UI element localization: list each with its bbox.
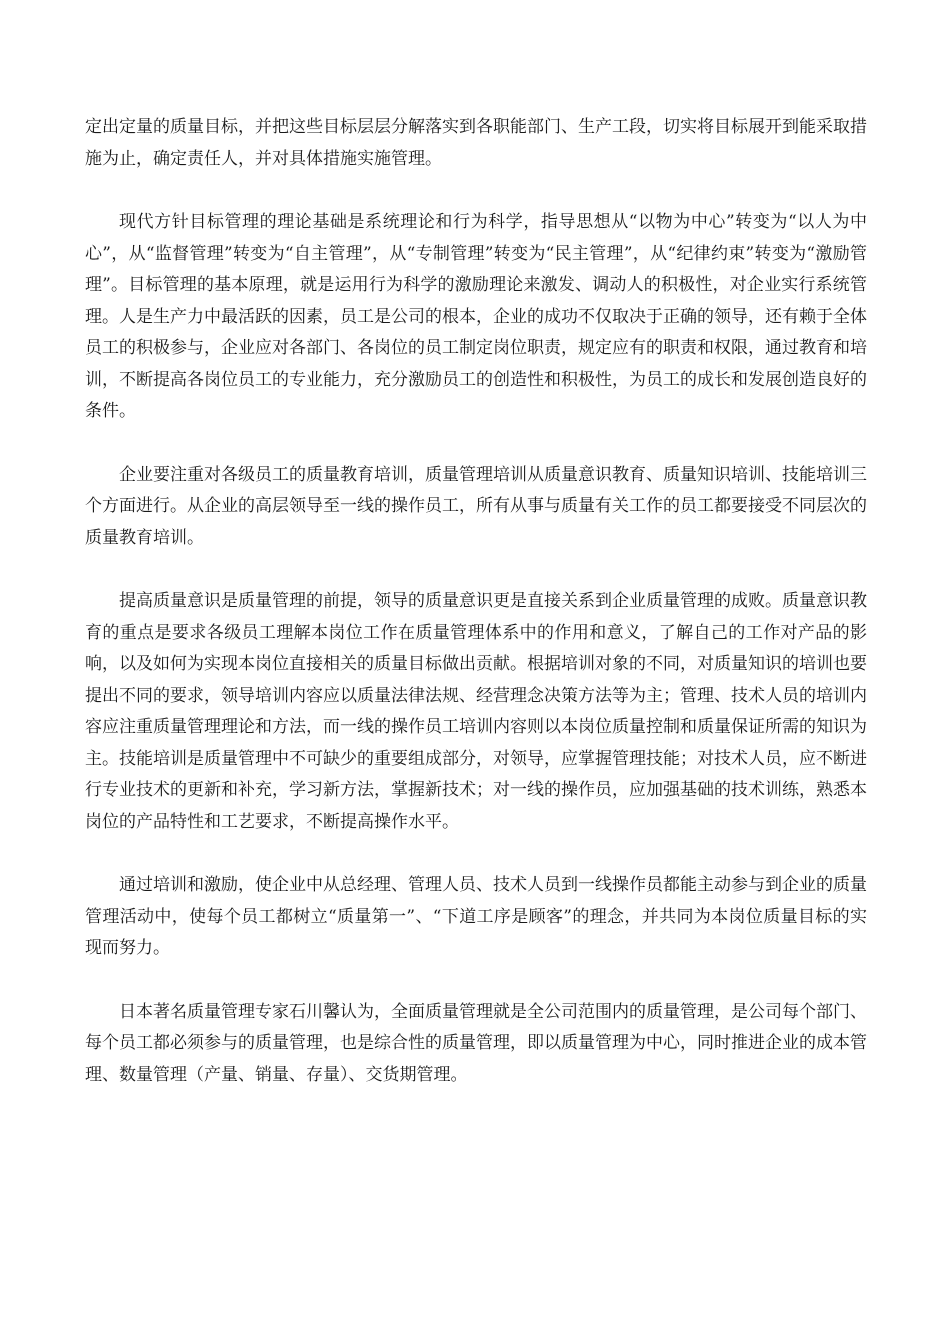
paragraph-6: 日本著名质量管理专家石川馨认为，全面质量管理就是全公司范围内的质量管理，是公司每个部门、每个员工都必须参与的质量管理，也是综合性的质量管理，即以质量管理为中心，同时推进企业的成本管理、数量管理（产量、销量、存量）、交货期管理。 — [85, 1001, 867, 1085]
paragraph-3: 企业要注重对各级员工的质量教育培训，质量管理培训从质量意识教育、质量知识培训、技能培训三个方面进行。从企业的高层领导至一线的操作员工，所有从事与质量有关工作的员工都要接受不同层次的质量教育培训。 — [85, 464, 867, 548]
paragraph-4: 提高质量意识是质量管理的前提，领导的质量意识更是直接关系到企业质量管理的成败。质量意识教育的重点是要求各级员工理解本岗位工作在质量管理体系中的作用和意义，了解自己的工作对产品的影响，以及如何为实现本岗位直接相关的质量目标做出贡献。根据培训对象的不同，对质量知识的培训也要提出不同的要求，领导培训内容应以质量法律法规、经营理念决策方法等为主；管理、技术人员的培训内容应注重质量管理理论和方法，而一线的操作员工培训内容则以本岗位质量控制和质量保证所需的知识为主。技能培训是质量管理中不可缺少的重要组成部分，对领导，应掌握管理技能；对技术人员，应不断进行专业技术的更新和补充，学习新方法，掌握新技术；对一线的操作员，应加强基础的技术训练，熟悉本岗位的产品特性和工艺要求，不断提高操作水平。 — [85, 591, 867, 832]
paragraph-1: 定出定量的质量目标，并把这些目标层层分解落实到各职能部门、生产工段，切实将目标展开到能采取措施为止，确定责任人，并对具体措施实施管理。 — [85, 117, 867, 169]
paragraph-5: 通过培训和激励，使企业中从总经理、管理人员、技术人员到一线操作员都能主动参与到企业的质量管理活动中，使每个员工都树立“质量第一”、“下道工序是顾客”的理念，并共同为本岗位质量目标的实现而努力。 — [85, 875, 867, 958]
document-page — [85, 112, 867, 1123]
paragraph-2: 现代方针目标管理的理论基础是系统理论和行为科学，指导思想从“以物为中心”转变为“以人为中心”，从“监督管理”转变为“自主管理”，从“专制管理”转变为“民主管理”，从“纪律约束”转变为“激励管理”。目标管理的基本原理，就是运用行为科学的激励理论来激发、调动人的积极性，对企业实行系统管理。人是生产力中最活跃的因素，员工是公司的根本，企业的成功不仅取决于正确的领导，还有赖于全体员工的积极参与，企业应对各部门、各岗位的员工制定岗位职责，规定应有的职责和权限，通过教育和培训，不断提高各岗位员工的专业能力，充分激励员工的创造性和积极性，为员工的成长和发展创造良好的条件。 — [85, 212, 867, 421]
